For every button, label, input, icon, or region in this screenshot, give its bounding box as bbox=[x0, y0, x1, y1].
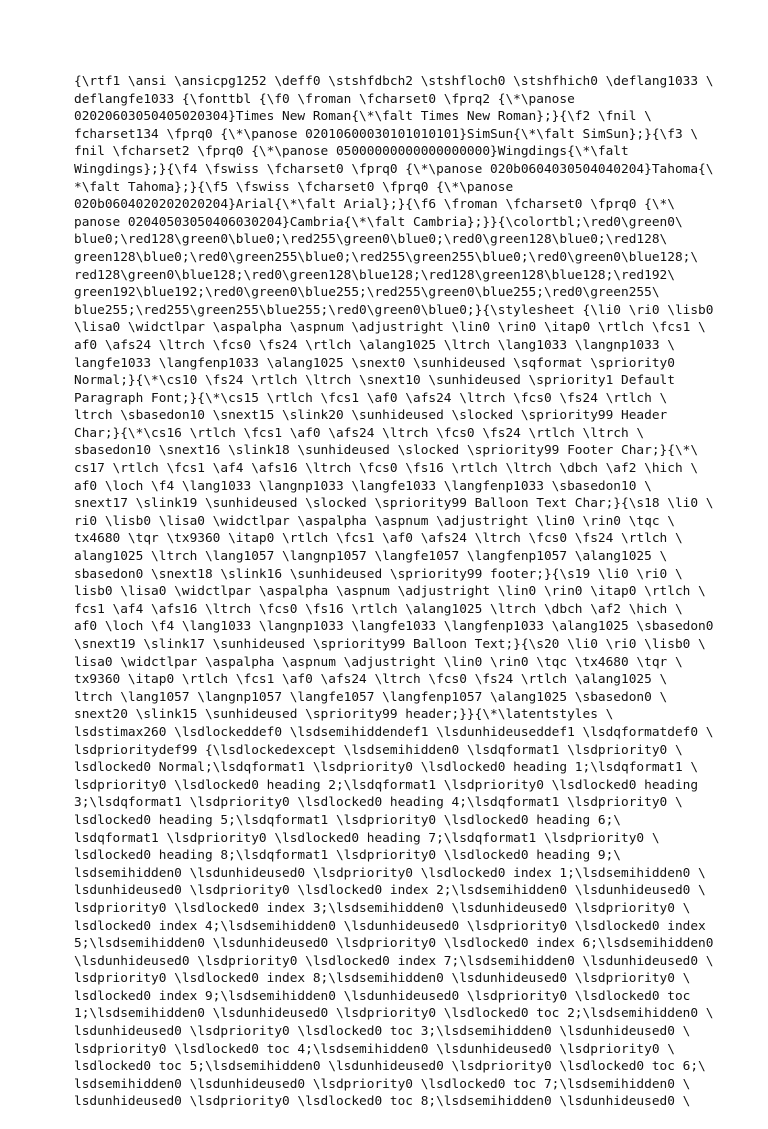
text-line: af0 \loch \f4 \lang1033 \langnp1033 \langfe1033 \langfenp1033 \sbasedon10 \ bbox=[74, 478, 652, 494]
text-line: snext20 \slink15 \sunhideused \spriority99 header;}}{\*\latentstyles \ bbox=[74, 707, 614, 723]
text-line: lsdpriority0 \lsdlocked0 index 3;\lsdsemihidden0 \lsdunhideused0 \lsdpriority0 \ bbox=[74, 900, 691, 916]
text-line: fcharset134 \fprq0 {\*\panose 02010600030101010101}SimSun{\*\falt SimSun};}{\f3 \ bbox=[74, 126, 699, 142]
text-line: red128\green0\blue128;\red0\green128\blue128;\red128\green128\blue128;\red192\ bbox=[74, 267, 675, 283]
text-line: Normal;}{\*\cs10 \fs24 \rtlch \ltrch \snext10 \sunhideused \spriority1 Default bbox=[74, 373, 675, 389]
document-page bbox=[74, 73, 714, 1129]
text-line: lsdunhideused0 \lsdpriority0 \lsdlocked0 toc 3;\lsdsemihidden0 \lsdunhideused0 \ bbox=[74, 1024, 691, 1040]
text-line: green128\blue0;\red0\green255\blue0;\red255\green255\blue0;\red0\green0\blue128;\ bbox=[74, 249, 699, 265]
text-line: ltrch \lang1057 \langnp1057 \langfe1057 \langfenp1057 \alang1025 \sbasedon0 \ bbox=[74, 689, 668, 705]
text-line: tx9360 \itap0 \rtlch \fcs1 \af0 \afs24 \ltrch \fcs0 \fs24 \rtlch \alang1025 \ bbox=[74, 672, 668, 688]
text-line: 020b0604020202020204}Arial{\*\falt Arial};}{\f6 \froman \fcharset0 \fprq0 {\*\ bbox=[74, 197, 675, 213]
text-line bbox=[74, 1111, 714, 1129]
text-line: lsdlocked0 index 4;\lsdsemihidden0 \lsdunhideused0 \lsdpriority0 \lsdlocked0 index bbox=[74, 918, 706, 934]
text-line: lsdsemihidden0 \lsdunhideused0 \lsdpriority0 \lsdlocked0 index 1;\lsdsemihidden0 \ bbox=[74, 865, 706, 881]
text-line: lsdlocked0 index 9;\lsdsemihidden0 \lsdunhideused0 \lsdpriority0 \lsdlocked0 toc bbox=[74, 988, 691, 1004]
text-line: deflangfe1033 {\fonttbl {\f0 \froman \fcharset0 \fprq2 {\*\panose bbox=[74, 91, 575, 107]
text-line: lsdsemihidden0 \lsdunhideused0 \lsdpriority0 \lsdlocked0 toc 7;\lsdsemihidden0 \ bbox=[74, 1076, 691, 1092]
text-line: lsdlocked0 toc 5;\lsdsemihidden0 \lsdunhideused0 \lsdpriority0 \lsdlocked0 toc 6;\ bbox=[74, 1059, 706, 1075]
text-line: sbasedon0 \snext18 \slink16 \sunhideused \spriority99 footer;}{\s19 \li0 \ri0 \ bbox=[74, 566, 683, 582]
text-line: 5;\lsdsemihidden0 \lsdunhideused0 \lsdpriority0 \lsdlocked0 index 6;\lsdsemihidden0 bbox=[74, 936, 714, 952]
text-line: fnil \fcharset2 \fprq0 {\*\panose 05000000000000000000}Wingdings{\*\falt bbox=[74, 144, 629, 160]
text-line: Char;}{\*\cs16 \rtlch \fcs1 \af0 \afs24 \ltrch \fcs0 \fs24 \rtlch \ltrch \ bbox=[74, 425, 645, 441]
text-line: 1;\lsdsemihidden0 \lsdunhideused0 \lsdpriority0 \lsdlocked0 toc 2;\lsdsemihidden0 \ bbox=[74, 1006, 714, 1022]
text-line: lisa0 \widctlpar \aspalpha \aspnum \adjustright \lin0 \rin0 \tqc \tx4680 \tqr \ bbox=[74, 654, 683, 670]
text-line: sbasedon10 \snext16 \slink18 \sunhideused \slocked \spriority99 Footer Char;}{\*\ bbox=[74, 443, 699, 459]
text-line: lsdpriority0 \lsdlocked0 heading 2;\lsdqformat1 \lsdpriority0 \lsdlocked0 heading bbox=[74, 777, 699, 793]
text-line: blue0;\red128\green0\blue0;\red255\green0\blue0;\red0\green128\blue0;\red128\ bbox=[74, 232, 668, 248]
text-line: lsdunhideused0 \lsdpriority0 \lsdlocked0 toc 8;\lsdsemihidden0 \lsdunhideused0 \ bbox=[74, 1094, 691, 1110]
text-line: Wingdings};}{\f4 \fswiss \fcharset0 \fprq0 {\*\panose 020b0604030504040204}Tahoma{\ bbox=[74, 161, 714, 177]
text-line: 3;\lsdqformat1 \lsdpriority0 \lsdlocked0 heading 4;\lsdqformat1 \lsdpriority0 \ bbox=[74, 795, 683, 811]
text-line: panose 02040503050406030204}Cambria{\*\falt Cambria};}}{\colortbl;\red0\green0\ bbox=[74, 214, 683, 230]
text-line: \lsdunhideused0 \lsdpriority0 \lsdlocked0 index 7;\lsdsemihidden0 \lsdunhideused0 \ bbox=[74, 953, 714, 969]
text-line: lsdlocked0 heading 5;\lsdqformat1 \lsdpriority0 \lsdlocked0 heading 6;\ bbox=[74, 812, 622, 828]
text-line: af0 \afs24 \ltrch \fcs0 \fs24 \rtlch \alang1025 \ltrch \lang1033 \langnp1033 \ bbox=[74, 337, 675, 353]
text-line: ri0 \lisb0 \lisa0 \widctlpar \aspalpha \aspnum \adjustright \lin0 \rin0 \tqc \ bbox=[74, 513, 675, 529]
text-line: green192\blue192;\red0\green0\blue255;\red255\green0\blue255;\red0\green255\ bbox=[74, 285, 660, 301]
text-line: lsdpriority0 \lsdlocked0 index 8;\lsdsemihidden0 \lsdunhideused0 \lsdpriority0 \ bbox=[74, 971, 691, 987]
text-line: Paragraph Font;}{\*\cs15 \rtlch \fcs1 \af0 \afs24 \ltrch \fcs0 \fs24 \rtlch \ bbox=[74, 390, 668, 406]
text-line: lsdstimax260 \lsdlockeddef0 \lsdsemihiddendef1 \lsdunhideuseddef1 \lsdqformatdef0 \ bbox=[74, 724, 714, 740]
text-line: cs17 \rtlch \fcs1 \af4 \afs16 \ltrch \fcs0 \fs16 \rtlch \ltrch \dbch \af2 \hich \ bbox=[74, 461, 699, 477]
text-line: lisb0 \lisa0 \widctlpar \aspalpha \aspnum \adjustright \lin0 \rin0 \itap0 \rtlch \ bbox=[74, 584, 706, 600]
text-line: {\rtf1 \ansi \ansicpg1252 \deff0 \stshfdbch2 \stshfloch0 \stshfhich0 \deflang1033 \ bbox=[74, 74, 714, 89]
text-line: snext17 \slink19 \sunhideused \slocked \spriority99 Balloon Text Char;}{\s18 \li0 \ bbox=[74, 496, 714, 512]
text-line: lsdlocked0 Normal;\lsdqformat1 \lsdpriority0 \lsdlocked0 heading 1;\lsdqformat1 \ bbox=[74, 760, 699, 776]
text-line: \lisa0 \widctlpar \aspalpha \aspnum \adjustright \lin0 \rin0 \itap0 \rtlch \fcs1 \ bbox=[74, 320, 706, 336]
text-line: 02020603050405020304}Times New Roman{\*\falt Times New Roman};}{\f2 \fnil \ bbox=[74, 109, 652, 125]
text-line: lsdpriority0 \lsdlocked0 toc 4;\lsdsemihidden0 \lsdunhideused0 \lsdpriority0 \ bbox=[74, 1041, 675, 1057]
text-line: langfe1033 \langfenp1033 \alang1025 \snext0 \sunhideused \sqformat \spriority0 bbox=[74, 355, 675, 371]
text-line: lsdprioritydef99 {\lsdlockedexcept \lsdsemihidden0 \lsdqformat1 \lsdpriority0 \ bbox=[74, 742, 683, 758]
text-line: *\falt Tahoma};}{\f5 \fswiss \fcharset0 \fprq0 {\*\panose bbox=[74, 179, 514, 195]
text-line: lsdqformat1 \lsdpriority0 \lsdlocked0 heading 7;\lsdqformat1 \lsdpriority0 \ bbox=[74, 830, 660, 846]
text-line: alang1025 \ltrch \lang1057 \langnp1057 \langfe1057 \langfenp1057 \alang1025 \ bbox=[74, 549, 668, 565]
text-line: ltrch \sbasedon10 \snext15 \slink20 \sunhideused \slocked \spriority99 Header bbox=[74, 408, 668, 424]
text-line: af0 \loch \f4 \lang1033 \langnp1033 \langfe1033 \langfenp1033 \alang1025 \sbasedon0 bbox=[74, 619, 714, 635]
text-line: tx4680 \tqr \tx9360 \itap0 \rtlch \fcs1 \af0 \afs24 \ltrch \fcs0 \fs24 \rtlch \ bbox=[74, 531, 683, 547]
text-line: \snext19 \slink17 \sunhideused \spriority99 Balloon Text;}{\s20 \li0 \ri0 \lisb0 \ bbox=[74, 637, 706, 652]
text-line: blue255;\red255\green255\blue255;\red0\green0\blue0;}{\stylesheet {\li0 \ri0 \lisb0 bbox=[74, 302, 714, 318]
text-line: lsdlocked0 heading 8;\lsdqformat1 \lsdpriority0 \lsdlocked0 heading 9;\ bbox=[74, 848, 622, 864]
text-line: lsdunhideused0 \lsdpriority0 \lsdlocked0 index 2;\lsdsemihidden0 \lsdunhideused0 \ bbox=[74, 883, 706, 899]
text-line: fcs1 \af4 \afs16 \ltrch \fcs0 \fs16 \rtlch \alang1025 \ltrch \dbch \af2 \hich \ bbox=[74, 601, 683, 617]
